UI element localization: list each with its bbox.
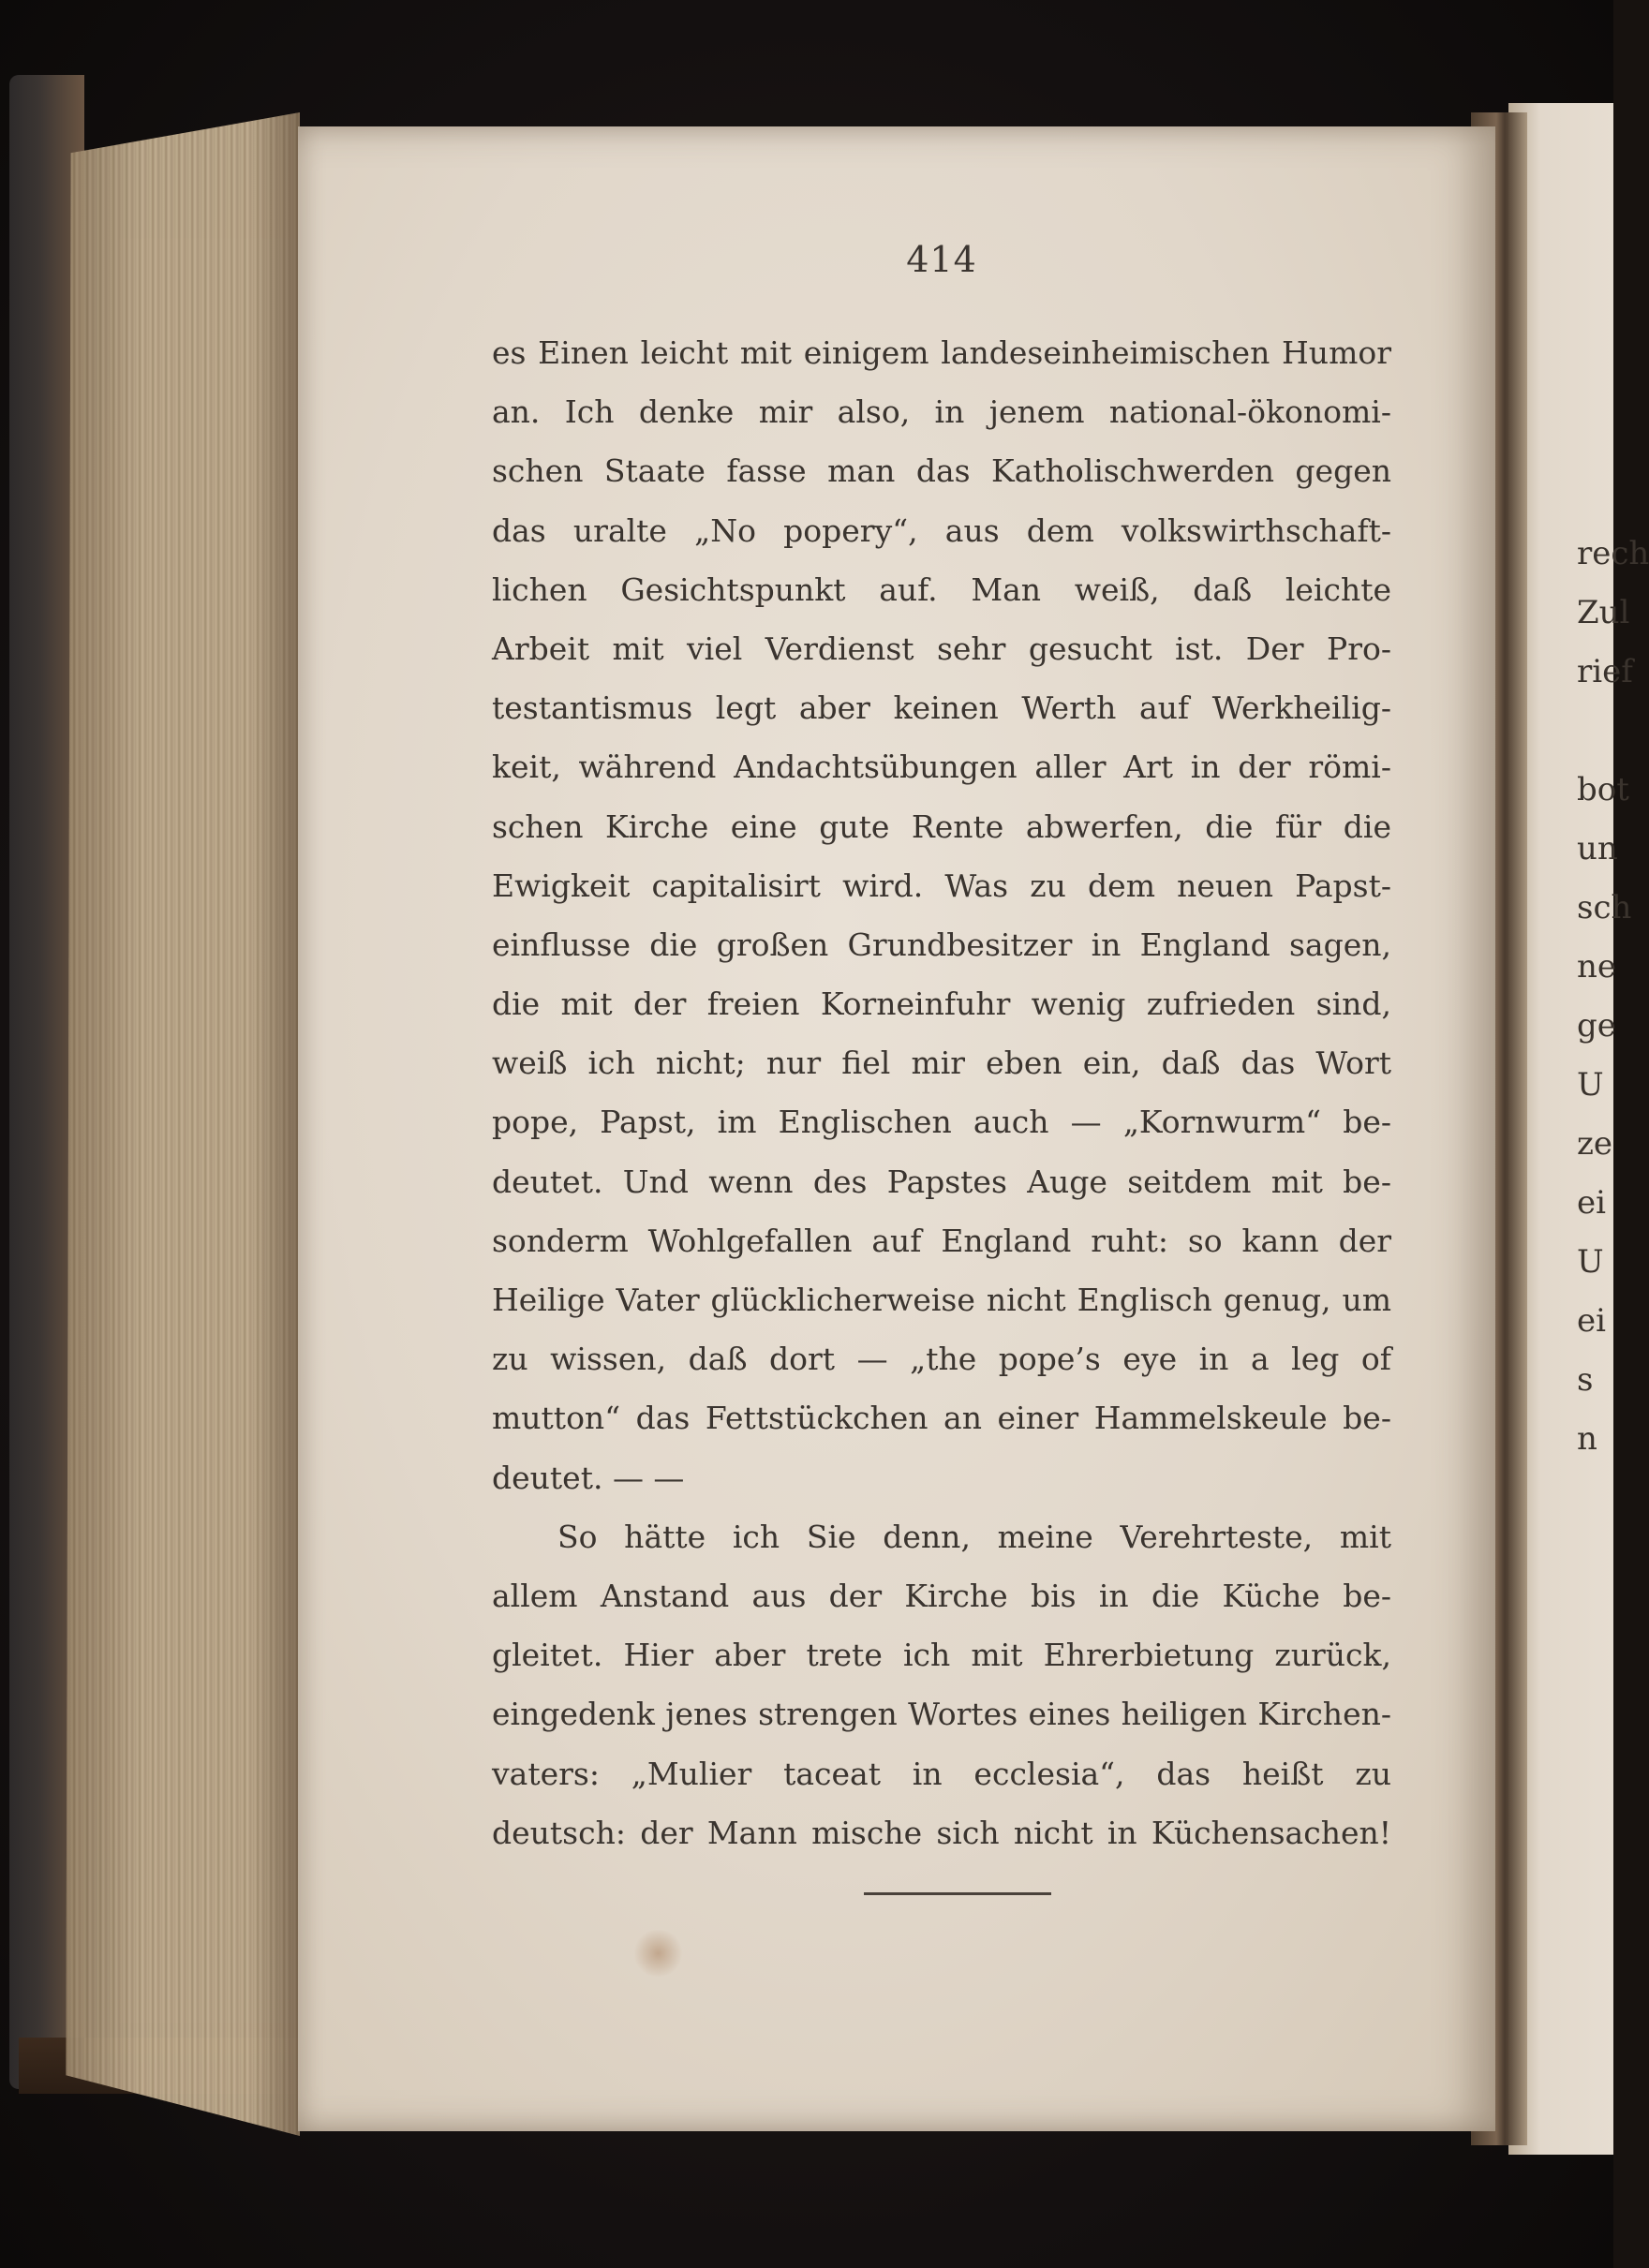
right-page-fragment: rief bbox=[1577, 653, 1633, 690]
text-line: es Einen leicht mit einigem landeseinheimischen Humor bbox=[492, 334, 1391, 371]
text-line: schen Kirche eine gute Rente abwerfen, die für die bbox=[492, 808, 1391, 845]
text-line: eingedenk jenes strengen Wortes eines heiligen Kirchen- bbox=[492, 1696, 1391, 1733]
end-rule bbox=[864, 1892, 1051, 1895]
right-page-fragment: sch bbox=[1577, 889, 1632, 926]
text-line: einflusse die großen Grundbesitzer in England sagen, bbox=[492, 926, 1391, 963]
right-page-fragment: un bbox=[1577, 830, 1618, 867]
text-line: schen Staate fasse man das Katholischwerden gegen bbox=[492, 452, 1391, 490]
text-line: testantismus legt aber keinen Werth auf Werkheilig- bbox=[492, 689, 1391, 727]
right-page-fragment: rech bbox=[1577, 535, 1649, 572]
text-line: pope, Papst, im Englischen auch — „Kornwurm“ be- bbox=[492, 1104, 1391, 1141]
text-line: an. Ich denke mir also, in jenem national-ökonomi- bbox=[492, 393, 1391, 431]
right-page-fragment: ne bbox=[1577, 948, 1617, 986]
right-page-fragment: Zul bbox=[1577, 594, 1630, 631]
text-line: deutsch: der Mann mische sich nicht in Küchensachen! bbox=[492, 1814, 1391, 1851]
right-page-fragment: U bbox=[1577, 1066, 1604, 1104]
text-line: deutet. Und wenn des Papstes Auge seitdem mit be- bbox=[492, 1163, 1391, 1200]
text-line: weiß ich nicht; nur fiel mir eben ein, daß das Wort bbox=[492, 1045, 1391, 1082]
text-line: mutton“ das Fettstückchen an einer Hammelskeule be- bbox=[492, 1400, 1391, 1437]
text-line: So hätte ich Sie denn, meine Verehrteste, mit bbox=[557, 1518, 1391, 1555]
text-line: vaters: „Mulier taceat in ecclesia“, das heißt zu bbox=[492, 1755, 1391, 1792]
text-line: allem Anstand aus der Kirche bis in die Küche be- bbox=[492, 1577, 1391, 1614]
text-line: Arbeit mit viel Verdienst sehr gesucht ist. Der Pro- bbox=[492, 630, 1391, 667]
right-page-text bbox=[1577, 525, 1649, 1469]
right-page-fragment: ze bbox=[1577, 1125, 1613, 1163]
text-line: Heilige Vater glücklicherweise nicht Englisch genug, um bbox=[492, 1282, 1391, 1318]
text-line: das uralte „No popery“, aus dem volkswirthschaft- bbox=[492, 511, 1391, 549]
paper-stain bbox=[632, 1930, 684, 1977]
right-page-fragment: ge bbox=[1577, 1007, 1616, 1045]
right-page-fragment bbox=[1577, 702, 1619, 761]
right-page-fragment: U bbox=[1577, 1243, 1604, 1281]
text-line: lichen Gesichtspunkt auf. Man weiß, daß leichte bbox=[492, 571, 1391, 608]
page-text bbox=[492, 323, 1391, 1862]
text-line: Ewigkeit capitalisirt wird. Was zu dem neuen Papst- bbox=[492, 867, 1391, 904]
text-line: keit, während Andachtsübungen aller Art in der römi- bbox=[492, 749, 1391, 786]
right-page-fragment: n bbox=[1577, 1420, 1597, 1458]
right-page-fragment: ei bbox=[1577, 1302, 1606, 1340]
page-number: 414 bbox=[906, 239, 977, 280]
text-line: zu wissen, daß dort — „the pope’s eye in a leg of bbox=[492, 1341, 1391, 1378]
page-edges-shade bbox=[56, 112, 300, 2136]
text-line: die mit der freien Korneinfuhr wenig zufrieden sind, bbox=[492, 986, 1391, 1023]
right-page-fragment: ei bbox=[1577, 1184, 1606, 1222]
text-line: gleitet. Hier aber trete ich mit Ehrerbietung zurück, bbox=[492, 1637, 1391, 1674]
text-line: sonderm Wohlgefallen auf England ruht: so kann der bbox=[492, 1222, 1391, 1259]
right-page-fragment: s bbox=[1577, 1361, 1594, 1399]
right-page-fragment: bot bbox=[1577, 771, 1629, 808]
text-line: deutet. — — bbox=[492, 1459, 685, 1496]
